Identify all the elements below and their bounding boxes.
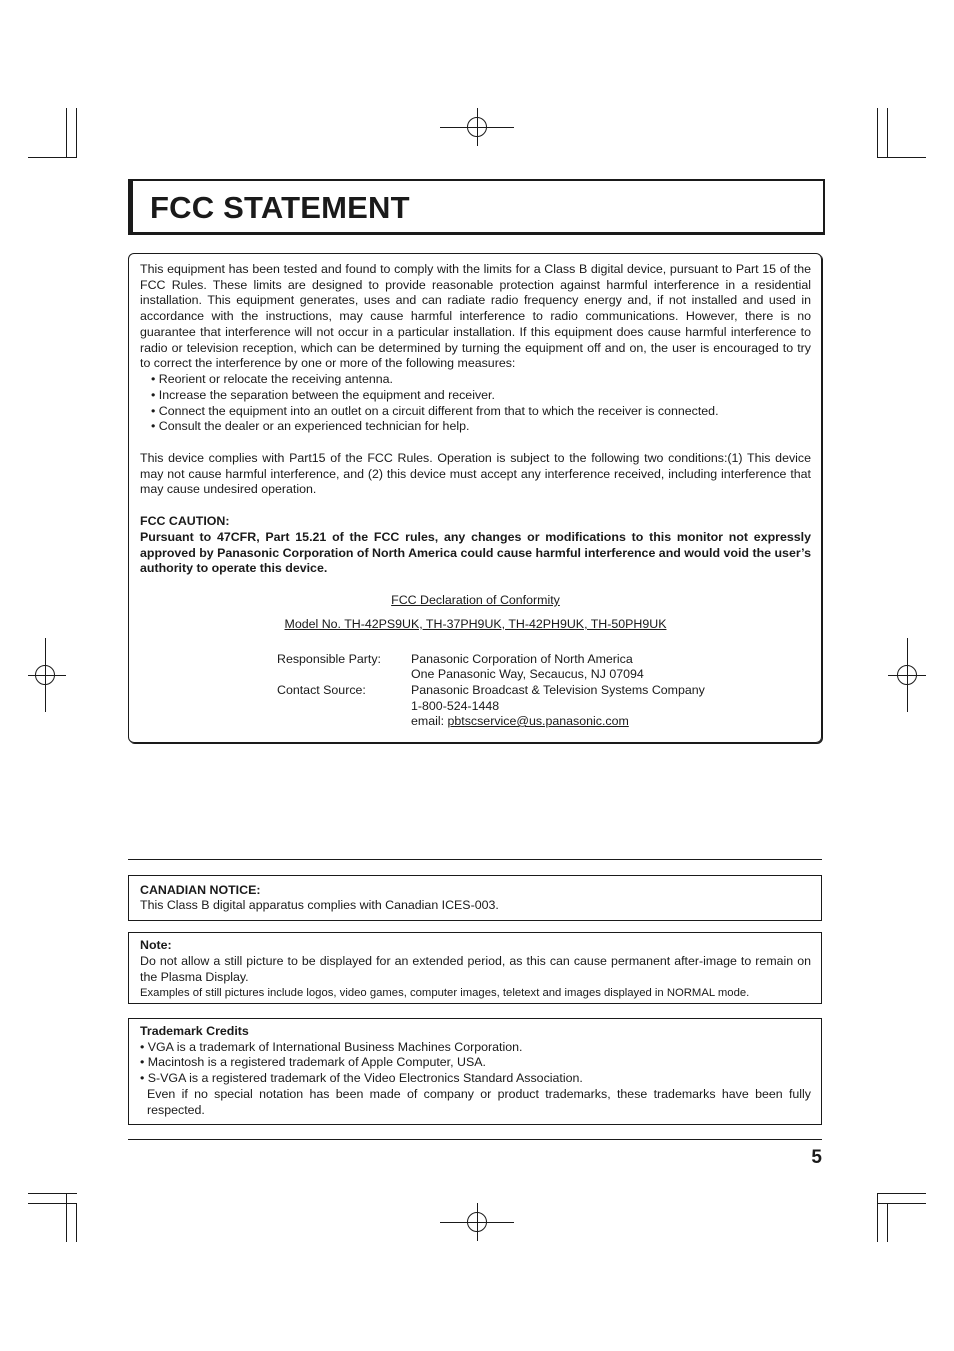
trademark-item: • VGA is a trademark of International Business Machines Corporation. bbox=[140, 1040, 523, 1054]
responsible-party-name: Panasonic Corporation of North America bbox=[411, 652, 633, 666]
page-title: FCC STATEMENT bbox=[150, 190, 410, 225]
fcc-caution-text: Pursuant to 47CFR, Part 15.21 of the FCC rules, any changes or modifications to this monitor not expressly approved by Panasonic Corporation of North America could cause harmful interference and would void the user’s authority to operate this device. bbox=[140, 530, 811, 576]
compliance-paragraph: This device complies with Part15 of the FCC Rules. Operation is subject to the following two conditions:(1) This device may not cause harmful interference, and (2) this device must accept any interference received, including interference that may cause undesired operation. bbox=[140, 451, 811, 497]
measure-item: • Increase the separation between the equipment and receiver. bbox=[151, 388, 495, 402]
footer-divider bbox=[128, 1139, 822, 1140]
contact-email-row bbox=[411, 714, 629, 730]
measure-item: • Reorient or relocate the receiving antenna. bbox=[151, 372, 393, 386]
declaration-of-conformity: FCC Declaration of Conformity bbox=[391, 593, 560, 607]
title-box bbox=[128, 179, 825, 235]
model-numbers: Model No. TH-42PS9UK, TH-37PH9UK, TH-42PH9UK, TH-50PH9UK bbox=[284, 617, 667, 631]
email-link[interactable]: pbtscservice@us.panasonic.com bbox=[447, 714, 629, 728]
contact-phone: 1-800-524-1448 bbox=[411, 699, 500, 713]
page-number: 5 bbox=[811, 1147, 822, 1168]
contact-source-company: Panasonic Broadcast & Television Systems Company bbox=[411, 683, 705, 697]
trademark-item: • S-VGA is a registered trademark of the Video Electronics Standard Association. bbox=[140, 1071, 583, 1085]
trademark-heading: Trademark Credits bbox=[140, 1024, 249, 1038]
canadian-notice-text: This Class B digital apparatus complies with Canadian ICES-003. bbox=[140, 898, 499, 912]
note-heading: Note: bbox=[140, 938, 172, 952]
note-examples: Examples of still pictures include logos, video games, computer images, teletext and images displayed in NORMAL mode. bbox=[140, 987, 750, 999]
canadian-notice-heading: CANADIAN NOTICE: bbox=[140, 883, 261, 897]
email-label: email: bbox=[411, 714, 448, 728]
fcc-caution-heading: FCC CAUTION: bbox=[140, 514, 230, 528]
responsible-party-label: Responsible Party: bbox=[277, 652, 381, 666]
section-divider bbox=[128, 859, 822, 860]
trademark-footer: Even if no special notation has been made of company or product trademarks, these trademarks have been fully respected. bbox=[147, 1087, 811, 1117]
measure-item: • Consult the dealer or an experienced technician for help. bbox=[151, 419, 470, 433]
responsible-party-address: One Panasonic Way, Secaucus, NJ 07094 bbox=[411, 667, 644, 681]
measure-item: • Connect the equipment into an outlet on a circuit different from that to which the receiver is connected. bbox=[151, 404, 719, 418]
note-text: Do not allow a still picture to be displayed for an extended period, as this can cause permanent after-image to remain on the Plasma Display. bbox=[140, 954, 811, 984]
trademark-item: • Macintosh is a registered trademark of Apple Computer, USA. bbox=[140, 1055, 486, 1069]
contact-source-label: Contact Source: bbox=[277, 683, 366, 697]
fcc-intro-paragraph: This equipment has been tested and found to comply with the limits for a Class B digital device, pursuant to Part 15 of the FCC Rules. These limits are designed to provide reasonable protection against harmful interference in a residential installation. This equipment generates, uses and can radiate radio frequency energy and, if not installed and used in accordance with the instructions, may cause harmful interference to radio communications. However, there is no guarantee that interference will not occur in a particular installation. If this equipment does cause harmful interference to radio or television reception, which can be determined by turning the equipment off and on, the user is encouraged to try to correct the interference by one or more of the following measures: bbox=[140, 262, 811, 371]
